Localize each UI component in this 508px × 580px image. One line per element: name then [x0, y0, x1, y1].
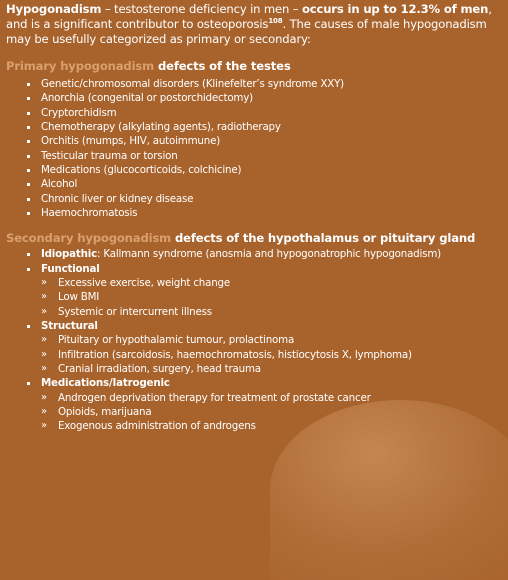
secondary-heading-label: Secondary hypogonadism — [6, 231, 172, 246]
secondary-group-label: Medications/Iatrogenic — [41, 377, 170, 390]
secondary-subcause-item: » Infiltration (sarcoidosis, haemochromatosis, histiocytosis X, lymphoma) — [41, 348, 504, 362]
primary-cause-item: Medications (glucocorticoids, colchicine) — [6, 163, 504, 177]
intro-text-2: , and is a significant contributor to osteoporosis — [6, 2, 492, 31]
primary-causes-list — [6, 77, 504, 220]
primary-cause-item: Anorchia (congenital or postorchidectomy) — [6, 91, 504, 105]
primary-cause-item: Chronic liver or kidney disease — [6, 192, 504, 206]
secondary-heading-desc: defects of the hypothalamus or pituitary gland — [171, 231, 476, 246]
primary-cause-item: Alcohol — [6, 177, 504, 191]
primary-cause-item: Haemochromatosis — [6, 206, 504, 220]
prevalence-stat: occurs in up to 12.3% of men — [301, 2, 489, 16]
secondary-subcause-item: » Excessive exercise, weight change — [41, 276, 504, 290]
secondary-subcause-item: » Systemic or intercurrent illness — [41, 305, 504, 319]
hypogonadism-term: Hypogonadism — [6, 2, 102, 16]
secondary-group — [6, 319, 504, 376]
intro-text-3: . The causes of male hypogonadism may be usefully categorized as primary or secondary: — [6, 17, 487, 46]
idiopathic-text: : Kallmann syndrome (anosmia and hypogonatrophic hypogonadism) — [97, 248, 441, 261]
secondary-subcause-item: » Cranial irradiation, surgery, head trauma — [41, 362, 504, 376]
idiopathic-item — [6, 247, 504, 261]
secondary-subcause-item: » Exogenous administration of androgens — [41, 419, 504, 433]
idiopathic-label: Idiopathic — [41, 248, 98, 261]
primary-cause-item: Orchitis (mumps, HIV, autoimmune) — [6, 134, 504, 148]
primary-heading — [6, 59, 504, 74]
primary-heading-label: Primary hypogonadism — [6, 59, 155, 73]
secondary-subcause-list — [41, 391, 504, 434]
primary-cause-item: Cryptorchidism — [6, 106, 504, 120]
secondary-subcause-list — [41, 276, 504, 319]
secondary-group-label: Functional — [41, 262, 100, 275]
secondary-causes-list — [6, 247, 504, 433]
document-body — [6, 2, 504, 433]
intro-paragraph — [6, 2, 504, 47]
secondary-subcause-item: » Pituitary or hypothalamic tumour, prolactinoma — [41, 333, 504, 347]
primary-cause-item: Chemotherapy (alkylating agents), radiotherapy — [6, 120, 504, 134]
secondary-group — [6, 376, 504, 433]
primary-cause-item: Testicular trauma or torsion — [6, 149, 504, 163]
secondary-subcause-item: » Androgen deprivation therapy for treatment of prostate cancer — [41, 391, 504, 405]
primary-cause-item: Genetic/chromosomal disorders (Klinefelter’s syndrome XXY) — [6, 77, 504, 91]
primary-heading-desc: defects of the testes — [154, 59, 291, 73]
secondary-group — [6, 262, 504, 319]
secondary-subcause-item: » Opioids, marijuana — [41, 405, 504, 419]
intro-text-1: – testosterone deficiency in men – — [101, 2, 302, 16]
reference-marker: 108 — [268, 17, 283, 26]
secondary-subcause-item: » Low BMI — [41, 290, 504, 304]
secondary-group-label: Structural — [41, 320, 98, 333]
secondary-subcause-list — [41, 333, 504, 376]
secondary-heading — [6, 231, 504, 246]
